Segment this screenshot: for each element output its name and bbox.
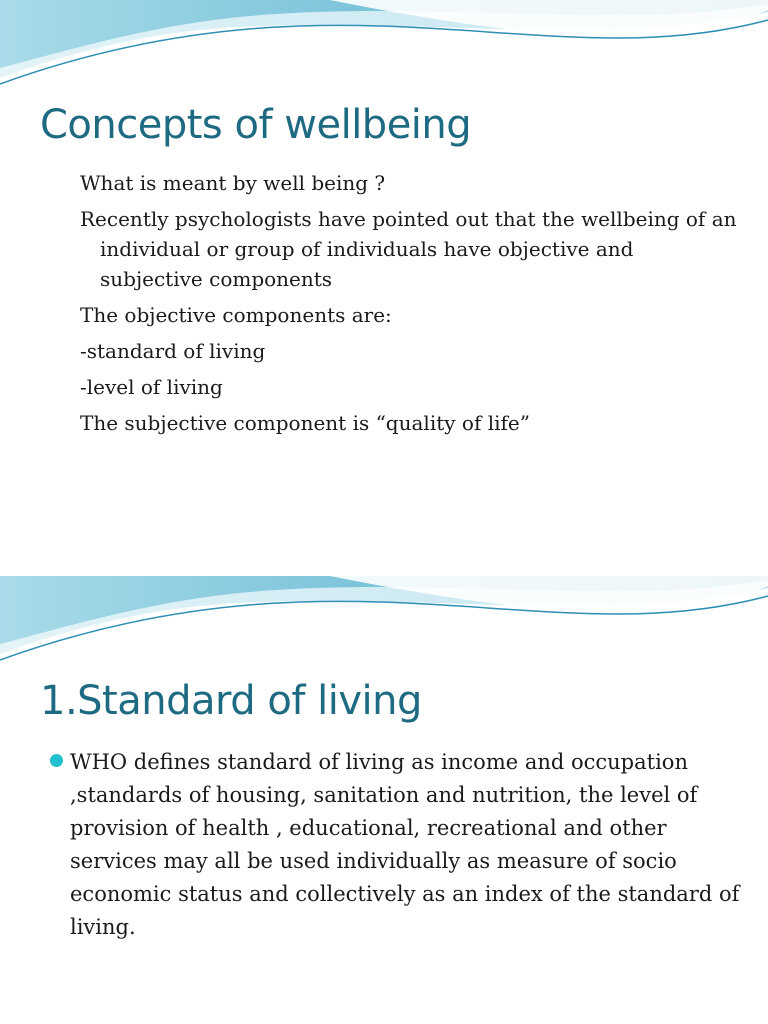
bullet-dot-icon	[50, 754, 63, 767]
bullet-text: WHO defines standard of living as income and occupation ,standards of housing, sanitation and nutrition, the level of provision of health , educational, recreational and other services may all be used individually as measure of socio economic status and collectively as an index of the standard of living.	[70, 750, 740, 939]
body-line-recently: Recently psychologists have pointed out that the wellbeing of an individual or group of individuals have objective and subjective components	[80, 207, 737, 291]
slide-body	[80, 168, 740, 444]
body-line-subjective: The subjective component is “quality of life”	[80, 411, 530, 435]
wave-header-decoration	[0, 0, 768, 90]
slide-title: 1.Standard of living	[40, 678, 422, 724]
slide-title: Concepts of wellbeing	[40, 102, 472, 148]
body-line-question: What is meant by well being ?	[80, 171, 386, 195]
wave-header-decoration	[0, 576, 768, 666]
slide-gap	[0, 512, 768, 576]
body-line-objective-heading: The objective components are:	[80, 303, 392, 327]
slide-standard-of-living	[0, 576, 768, 1024]
body-line-level: -level of living	[80, 375, 223, 399]
body-line-standard: -standard of living	[80, 339, 266, 363]
bullet-item	[50, 746, 740, 944]
